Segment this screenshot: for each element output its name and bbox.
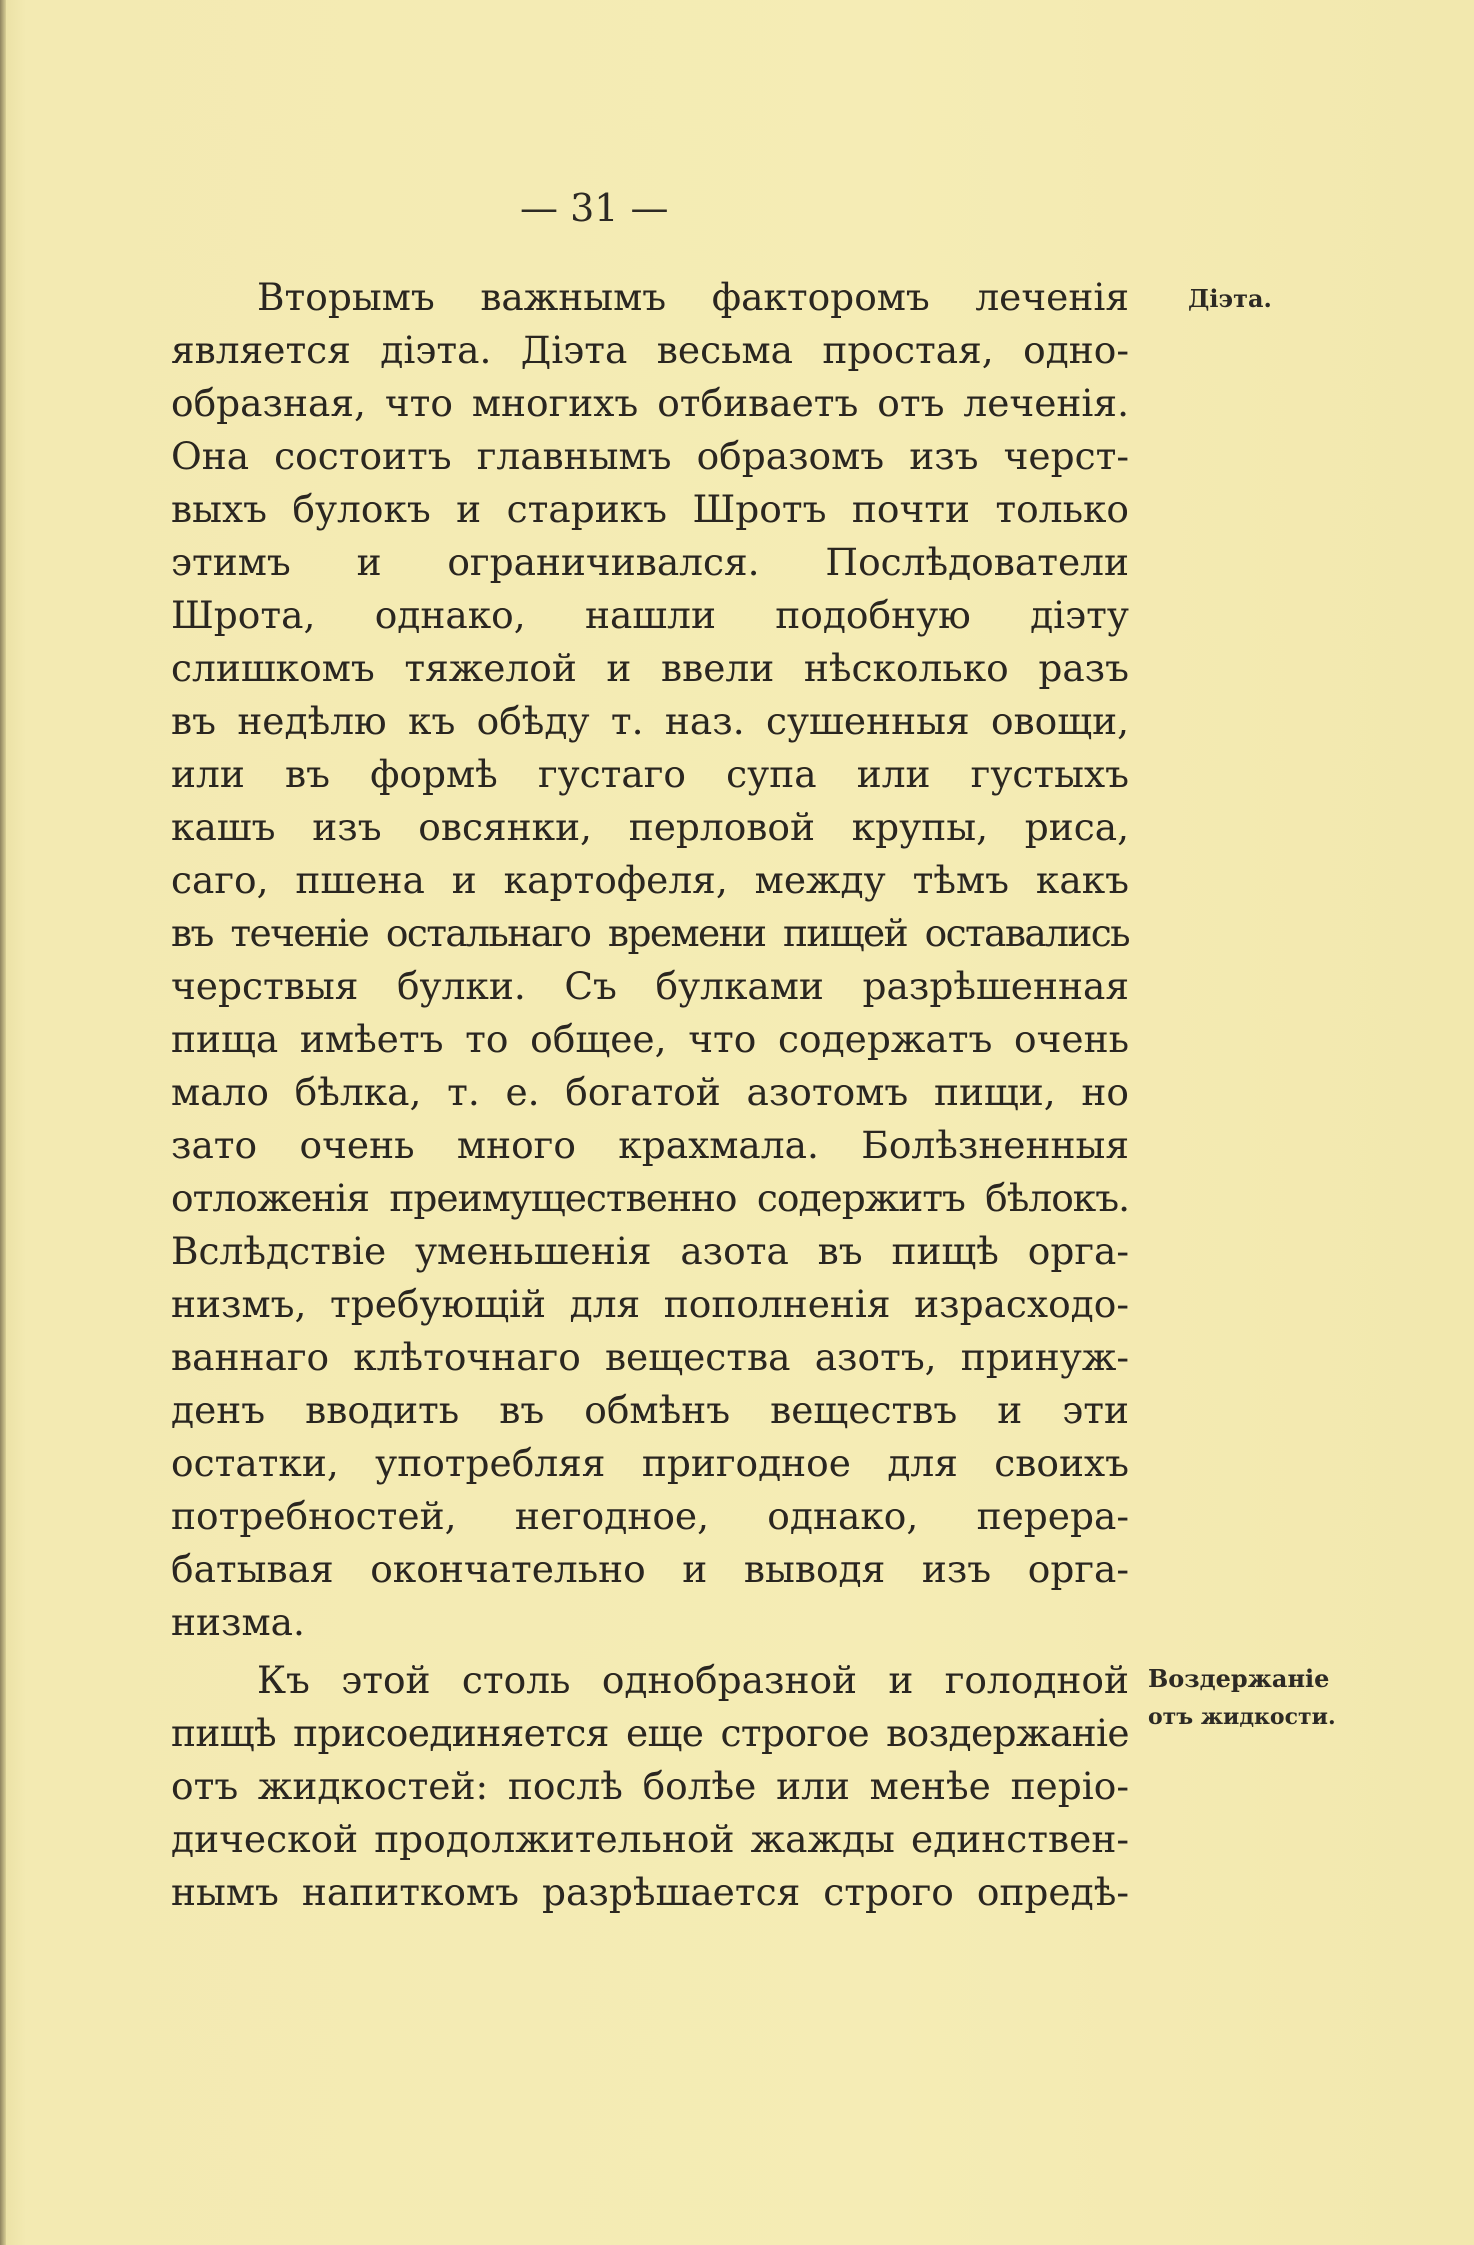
text-line: Вслѣдствіе уменьшенія азота въ пищѣ орга- [171, 1229, 1129, 1273]
text-line: Она состоитъ главнымъ образомъ изъ черст- [171, 434, 1129, 478]
text-line: ваннаго клѣточнаго вещества азотъ, принуж- [171, 1335, 1129, 1379]
page-number: — 31 — [520, 186, 669, 230]
margin-note-abstinence: Воздержаніе [1148, 1664, 1330, 1693]
text-line: денъ вводить въ обмѣнъ веществъ и эти [171, 1388, 1129, 1432]
text-line: низмъ, требующій для пополненія израсходо- [171, 1282, 1129, 1326]
text-line: Шрота, однако, нашли подобную діэту [171, 593, 1129, 637]
text-line: батывая окончательно и выводя изъ орга- [171, 1547, 1129, 1591]
text-line: пища имѣетъ то общее, что содержатъ очень [171, 1017, 1129, 1061]
margin-note-diet: Діэта. [1188, 284, 1272, 313]
text-line: дической продолжительной жажды единствен- [171, 1817, 1129, 1861]
text-line: этимъ и ограничивался. Послѣдователи [171, 540, 1129, 584]
text-line: черствыя булки. Съ булками разрѣшенная [171, 964, 1129, 1008]
text-line: въ недѣлю къ обѣду т. наз. сушенныя овощи, [171, 699, 1129, 743]
text-line: Вторымъ важнымъ факторомъ леченія [257, 275, 1129, 319]
text-line: въ теченіе остальнаго времени пищей оставались [171, 911, 1129, 955]
text-line: образная, что многихъ отбиваетъ отъ леченія. [171, 381, 1129, 425]
text-line: саго, пшена и картофеля, между тѣмъ какъ [171, 858, 1129, 902]
text-line: кашъ изъ овсянки, перловой крупы, риса, [171, 805, 1129, 849]
text-line: является діэта. Діэта весьма простая, одно- [171, 328, 1129, 372]
text-line: мало бѣлка, т. е. богатой азотомъ пищи, но [171, 1070, 1129, 1114]
text-line: выхъ булокъ и старикъ Шротъ почти только [171, 487, 1129, 531]
margin-note-abstinence-cont: отъ жидкости. [1148, 1704, 1336, 1730]
page-edge-shadow [0, 0, 6, 2245]
text-line: слишкомъ тяжелой и ввели нѣсколько разъ [171, 646, 1129, 690]
text-line: отъ жидкостей: послѣ болѣе или менѣе періо- [171, 1764, 1129, 1808]
text-line: пищѣ присоединяется еще строгое воздержаніе [171, 1711, 1129, 1755]
text-line: или въ формѣ густаго супа или густыхъ [171, 752, 1129, 796]
text-line: отложенія преимущественно содержитъ бѣлокъ. [171, 1176, 1129, 1220]
text-line: зато очень много крахмала. Болѣзненныя [171, 1123, 1129, 1167]
text-line: Къ этой столь однобразной и голодной [257, 1658, 1129, 1702]
text-line: остатки, употребляя пригодное для своихъ [171, 1441, 1129, 1485]
text-line: нымъ напиткомъ разрѣшается строго опредѣ- [171, 1870, 1129, 1914]
text-line: потребностей, негодное, однако, перера- [171, 1494, 1129, 1538]
text-line: низма. [171, 1600, 305, 1644]
